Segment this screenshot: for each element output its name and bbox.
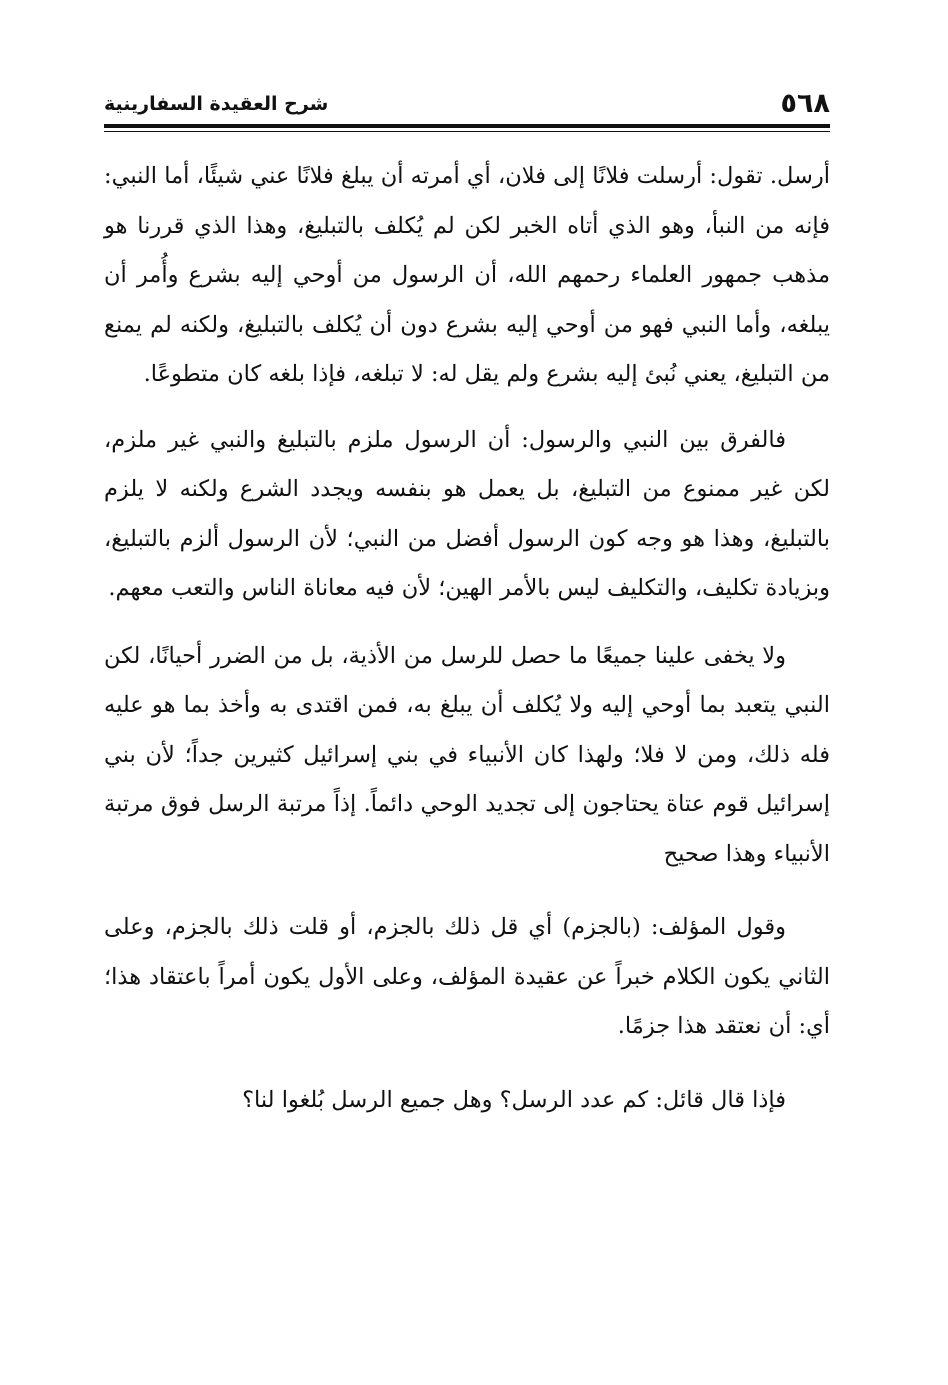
paragraph-difference: فالفرق بين النبي والرسول: أن الرسول ملزم بالتبليغ والنبي غير ملزم، لكن غير ممنوع من التبليغ، بل يعمل هو بنفسه ويجدد الشرع ولكنه لا يلزم بالتبليغ، وهذا هو وجه كون الرسول أفضل من النبي؛ لأن الرسول ألزم بالتبليغ، وبزيادة تكليف، والتكليف ليس بالأمر الهين؛ لأن فيه معاناة الناس والتعب معهم. (104, 426, 830, 601)
page-body (104, 152, 830, 1125)
paragraph-prophets-israel: ولا يخفى علينا جميعًا ما حصل للرسل من الأذية، بل من الضرر أحيانًا، لكن النبي يتعبد بما أوحي إليه ولا يُكلف أن يبلغ به، فمن اقتدى به وأخذ بما هو عليه فله ذلك، ومن لا فلا؛ ولهذا كان الأنبياء في بني إسرائيل كثيرين جداً؛ لأن بني إسرائيل قوم عتاة يحتاجون إلى تجديد الوحي دائماً. إذاً مرتبة الرسل فوق مرتبة الأنبياء وهذا صحيح (104, 642, 830, 867)
book-title: شرح العقيدة السفارينية (104, 93, 329, 115)
paragraph-question: فإذا قال قائل: كم عدد الرسل؟ وهل جميع الرسل بُلغوا لنا؟ (242, 1086, 786, 1113)
paragraph-author-saying: وقول المؤلف: (بالجزم) أي قل ذلك بالجزم، أو قلت ذلك بالجزم، وعلى الثاني يكون الكلام خبراً عن عقيدة المؤلف، وعلى الأول يكون أمراً باعتقاد هذا؛ أي: أن نعتقد هذا جزمًا. (104, 914, 830, 1039)
header-divider-thick (104, 124, 830, 128)
paragraph-definitions: أرسل. تقول: أرسلت فلانًا إلى فلان، أي أمرته أن يبلغ فلانًا عني شيئًا، أما النبي: فإنه من النبأ، وهو الذي أتاه الخبر لكن لم يُكلف بالتبليغ، وهذا الذي قررنا هو مذهب جمهور العلماء رحمهم الله، أن الرسول من أوحي إليه بشرع وأُمر أن يبلغه، وأما النبي فهو من أوحي إليه بشرع دون أن يُكلف بالتبليغ، ولكنه لم يمنع من التبليغ، يعني نُبئ إليه بشرع ولم يقل له: لا تبلغه، فإذا بلغه كان متطوعًا. (104, 163, 830, 387)
header-divider-thin (104, 131, 830, 132)
page-number: ٥٦٨ (780, 88, 830, 119)
page-header (104, 88, 830, 122)
